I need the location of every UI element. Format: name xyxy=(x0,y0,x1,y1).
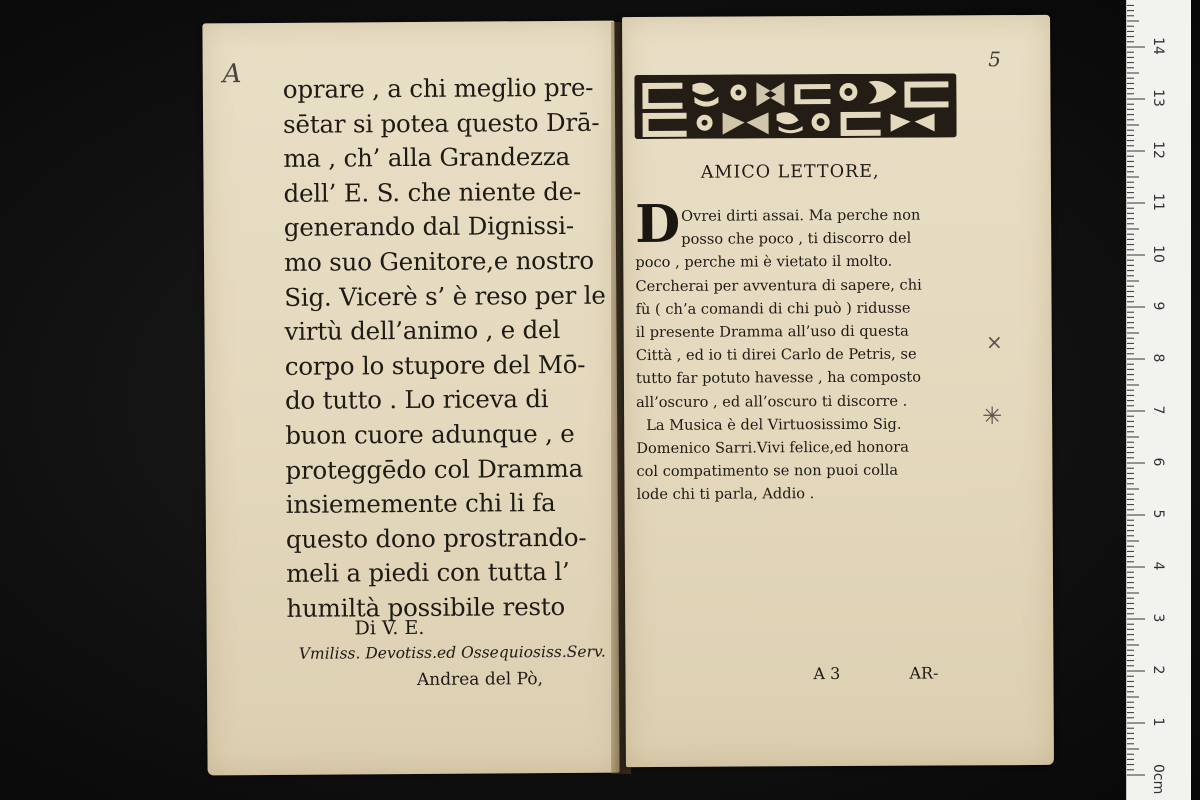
author-name: Andrea del Pò, xyxy=(416,669,544,690)
page-number: 5 xyxy=(988,47,1002,72)
ruler-label: 5 xyxy=(1150,509,1166,519)
text-line: Sig. Vicerè s’ è reso per le xyxy=(284,280,606,312)
text-line: ma , ch’ alla Grandezza xyxy=(283,142,571,174)
text-line: fù ( ch’a comandi di chi può ) ridusse xyxy=(635,299,911,318)
ruler-label: 13 xyxy=(1150,89,1166,107)
text-line: Domenico Sarri.Vivi felice,ed honora xyxy=(636,438,909,458)
right-page xyxy=(622,15,1054,767)
ruler-label: 1 xyxy=(1150,717,1166,727)
text-line: il presente Dramma all’uso di questa xyxy=(635,322,909,342)
ruler-label: 6 xyxy=(1150,457,1166,467)
text-line: insiememente chi li fa xyxy=(285,488,556,520)
pencil-annotation: A xyxy=(222,59,242,90)
left-page-text xyxy=(283,71,617,627)
text-line: Cercherai per avventura di sapere, chi xyxy=(635,276,922,295)
left-page xyxy=(202,21,619,776)
ruler-label: 2 xyxy=(1150,665,1166,675)
margin-star-mark-icon: ✳ xyxy=(982,402,1003,430)
text-line: col compatimento se non puoi colla xyxy=(636,461,899,481)
ruler-label: 11 xyxy=(1150,193,1166,211)
closing-signature: Vmiliss. Devotiss.ed Ossequiosiss.Serv. xyxy=(298,642,606,663)
text-line: meli a piedi con tutta l’ xyxy=(286,557,570,589)
catchword: AR- xyxy=(909,663,939,683)
text-line: mo suo Genitore,e nostro xyxy=(283,245,594,277)
text-line: buon cuore adunque , e xyxy=(285,418,575,450)
right-page-text xyxy=(634,193,967,506)
ruler-label: 3 xyxy=(1150,613,1166,623)
page-heading: AMICO LETTORE, xyxy=(700,161,880,183)
ruler-label: 14 xyxy=(1150,37,1166,55)
ruler-label: 7 xyxy=(1150,405,1166,415)
ruler-label: 12 xyxy=(1150,141,1166,159)
text-line: do tutto . Lo riceva di xyxy=(284,384,549,416)
text-line: sētar si potea questo Drā- xyxy=(282,107,600,139)
text-line: Città , ed io ti direi Carlo de Petris, se xyxy=(635,345,917,365)
text-line: questo dono prostrando- xyxy=(285,522,587,554)
drop-cap: D xyxy=(634,193,681,256)
text-line: oprare , a chi meglio pre- xyxy=(282,72,594,104)
ruler-label: 0cm xyxy=(1150,764,1166,795)
text-line: Ovrei dirti assai. Ma perche non xyxy=(681,206,921,225)
text-line: all’oscuro , ed all’oscuro ti discorre . xyxy=(636,392,908,411)
text-line: lode chi ti parla, Addio . xyxy=(636,485,815,504)
text-line: poco , perche mi è vietato il molto. xyxy=(635,253,893,272)
ruler-label: 4 xyxy=(1150,561,1166,571)
closing-salutation: Di V. E. xyxy=(354,616,425,640)
text-line: corpo lo stupore del Mō- xyxy=(284,349,586,381)
text-line: virtù dell’animo , e del xyxy=(284,315,561,347)
text-line: proteggēdo col Dramma xyxy=(285,453,584,485)
ruler-label: 9 xyxy=(1150,301,1166,311)
text-line: La Musica è del Virtuosissimo Sig. xyxy=(646,415,902,434)
margin-x-mark-icon: × xyxy=(986,330,1003,354)
text-line: tutto far potuto havesse , ha composto xyxy=(635,368,922,388)
signature-mark: A 3 xyxy=(813,663,841,684)
ruler-label: 10 xyxy=(1150,245,1166,263)
text-line: generando dal Dignissi- xyxy=(283,211,575,243)
text-line: humiltà possibile resto xyxy=(286,591,566,623)
text-line: dell’ E. S. che niente de- xyxy=(283,176,582,208)
text-line: posso che poco , ti discorro del xyxy=(681,229,912,249)
woodcut-ornament-band xyxy=(634,73,956,139)
ruler-label: 8 xyxy=(1150,353,1166,363)
